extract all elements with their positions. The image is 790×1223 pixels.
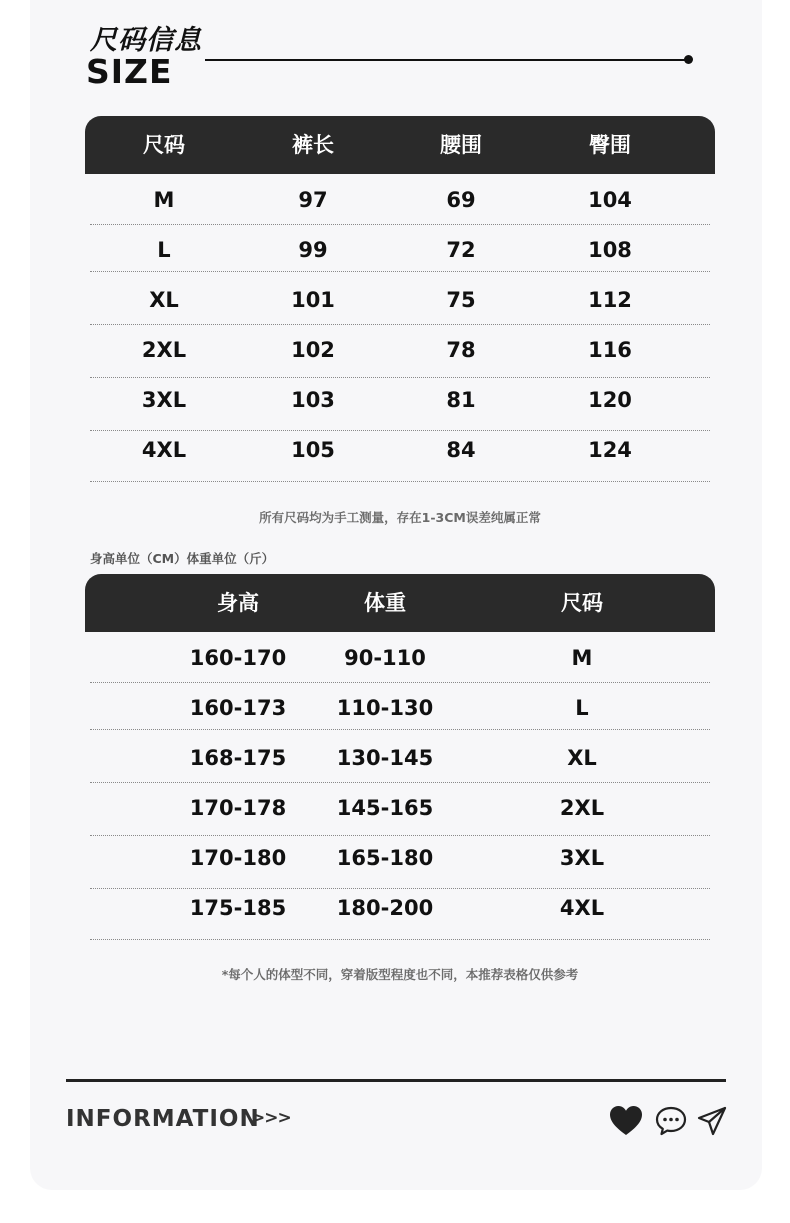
col-pants-length: 裤长: [292, 133, 334, 157]
information-label: INFORMATION: [66, 1106, 260, 1132]
cell-weight: 145-165: [336, 796, 434, 820]
cell-weight: 180-200: [336, 896, 434, 920]
col-size: 尺码: [143, 133, 185, 157]
cell-waist: 78: [446, 338, 476, 362]
table-row: [85, 832, 715, 882]
cell-waist: 69: [446, 188, 476, 212]
row-divider: [90, 481, 710, 482]
cell-hip: 124: [588, 438, 632, 462]
table-row: [85, 424, 715, 474]
cell-height: 170-180: [189, 846, 287, 870]
col-hip: 臀围: [589, 133, 631, 157]
cell-height: 160-170: [189, 646, 287, 670]
cell-hip: 112: [588, 288, 632, 312]
table-row: [85, 174, 715, 224]
cell-waist: 84: [446, 438, 476, 462]
title-divider-dot: [684, 55, 693, 64]
table-row: [85, 632, 715, 682]
cell-size: XL: [567, 746, 597, 770]
cell-size: M: [153, 188, 175, 212]
cell-size: L: [575, 696, 589, 720]
table-row: [85, 732, 715, 782]
cell-length: 99: [298, 238, 328, 262]
cell-waist: 75: [446, 288, 476, 312]
cell-hip: 104: [588, 188, 632, 212]
row-divider: [90, 271, 710, 272]
footer-divider: [66, 1079, 726, 1082]
unit-label: 身高单位（CM）体重单位（斤）: [90, 551, 275, 566]
size-table-header: [85, 116, 715, 174]
cell-height: 168-175: [189, 746, 287, 770]
cell-hip: 116: [588, 338, 632, 362]
cell-size: 2XL: [559, 796, 605, 820]
cell-weight: 130-145: [336, 746, 434, 770]
cell-length: 105: [291, 438, 335, 462]
cell-weight: 165-180: [336, 846, 434, 870]
col-weight: 体重: [364, 591, 406, 615]
cell-waist: 72: [446, 238, 476, 262]
title-divider: [205, 59, 688, 61]
information-arrows: >>>: [251, 1108, 291, 1128]
table-row: [85, 324, 715, 374]
cell-size: XL: [149, 288, 179, 312]
cell-waist: 81: [446, 388, 476, 412]
recommend-table-header: [85, 574, 715, 632]
cell-length: 101: [291, 288, 335, 312]
cell-height: 175-185: [189, 896, 287, 920]
table-row: [85, 274, 715, 324]
cell-height: 170-178: [189, 796, 287, 820]
col-height: 身高: [217, 591, 259, 615]
title-cn: 尺码信息: [90, 25, 202, 56]
share-icon[interactable]: [696, 1105, 728, 1137]
row-divider: [90, 729, 710, 730]
cell-size: M: [571, 646, 593, 670]
cell-length: 97: [298, 188, 328, 212]
row-divider: [90, 939, 710, 940]
cell-size: 2XL: [141, 338, 187, 362]
cell-hip: 108: [588, 238, 632, 262]
col-size: 尺码: [561, 591, 603, 615]
cell-size: L: [157, 238, 171, 262]
table-row: [85, 374, 715, 424]
table-row: [85, 782, 715, 832]
measurement-note: 所有尺码均为手工测量，存在1-3CM误差纯属正常: [259, 510, 541, 525]
table-row: [85, 224, 715, 274]
reference-note: *每个人的体型不同，穿着版型程度也不同，本推荐表格仅供参考: [221, 967, 579, 982]
table-row: [85, 682, 715, 732]
cell-size: 4XL: [559, 896, 605, 920]
cell-length: 103: [291, 388, 335, 412]
cell-hip: 120: [588, 388, 632, 412]
cell-size: 3XL: [559, 846, 605, 870]
cell-size: 3XL: [141, 388, 187, 412]
cell-weight: 110-130: [336, 696, 434, 720]
cell-size: 4XL: [141, 438, 187, 462]
cell-weight: 90-110: [344, 646, 426, 670]
cell-length: 102: [291, 338, 335, 362]
table-row: [85, 882, 715, 932]
col-waist: 腰围: [440, 133, 482, 157]
heart-icon[interactable]: [609, 1105, 643, 1137]
cell-height: 160-173: [189, 696, 287, 720]
title-en: SIZE: [86, 52, 173, 91]
comment-icon[interactable]: [655, 1106, 687, 1136]
